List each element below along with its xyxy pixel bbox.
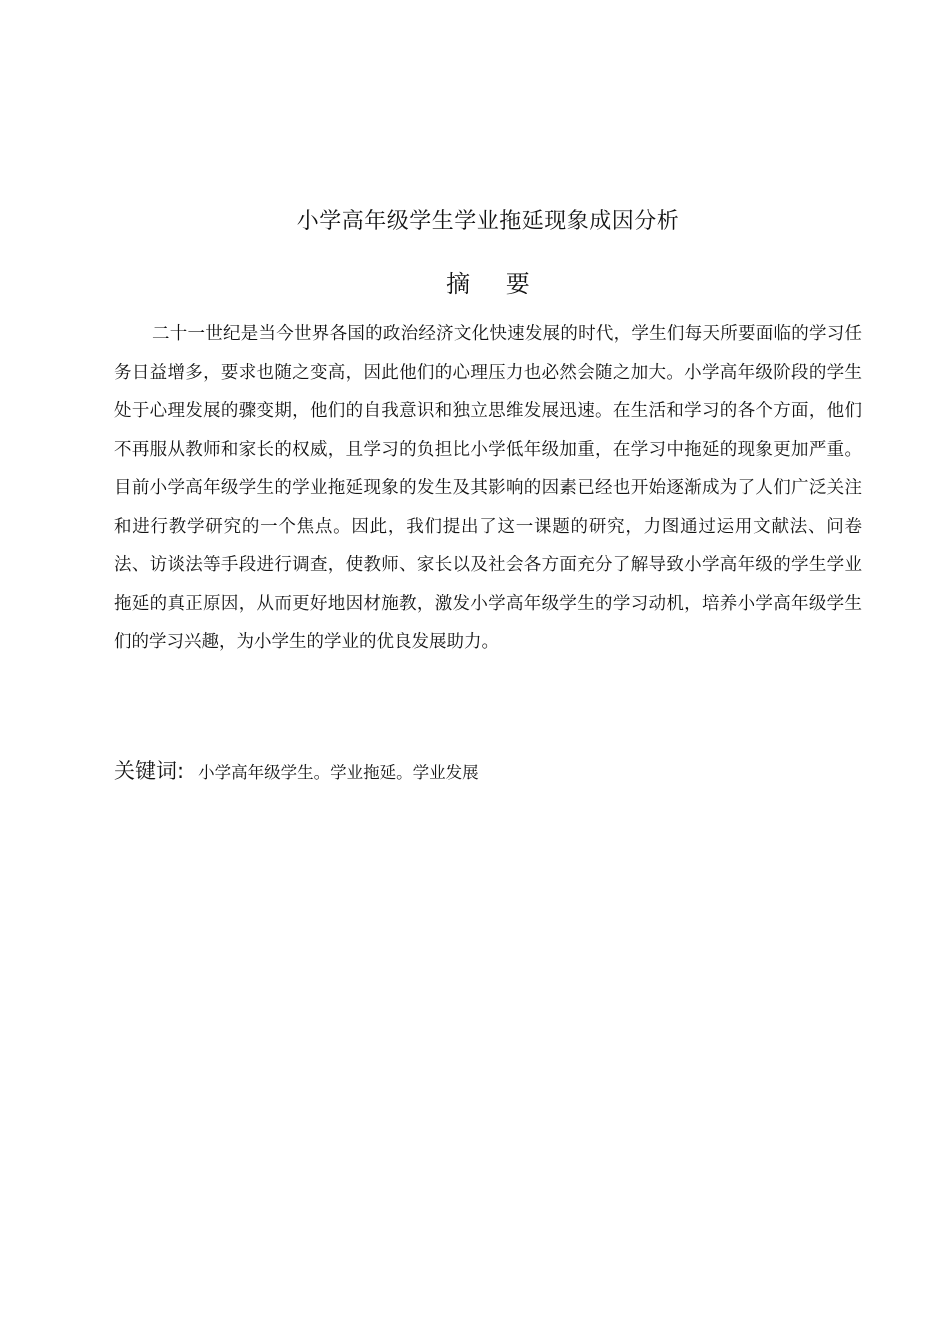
keywords-label: 关键词:	[114, 759, 185, 783]
abstract-heading: 摘 要	[446, 270, 544, 298]
keywords-line	[114, 754, 862, 790]
keywords-value: 小学高年级学生。学业拖延。学业发展	[198, 763, 479, 782]
abstract-body: 二十一世纪是当今世界各国的政治经济文化快速发展的时代，学生们每天所要面临的学习任务日益增多，要求也随之变高，因此他们的心理压力也必然会随之加大。小学高年级阶段的学生处于心理发展的骤变期，他们的自我意识和独立思维发展迅速。在生活和学习的各个方面，他们不再服从教师和家长的权威，且学习的负担比小学低年级加重，在学习中拖延的现象更加严重。目前小学高年级学生的学业拖延现象的发生及其影响的因素已经也开始逐渐成为了人们广泛关注和进行教学研究的一个焦点。因此，我们提出了这一课题的研究，力图通过运用文献法、问卷法、访谈法等手段进行调查，使教师、家长以及社会各方面充分了解导致小学高年级的学生学业拖延的真正原因，从而更好地因材施教，激发小学高年级学生的学习动机，培养小学高年级学生们的学习兴趣，为小学生的学业的优良发展助力。	[114, 324, 862, 652]
paper-title: 小学高年级学生学业拖延现象成因分析	[296, 209, 680, 234]
